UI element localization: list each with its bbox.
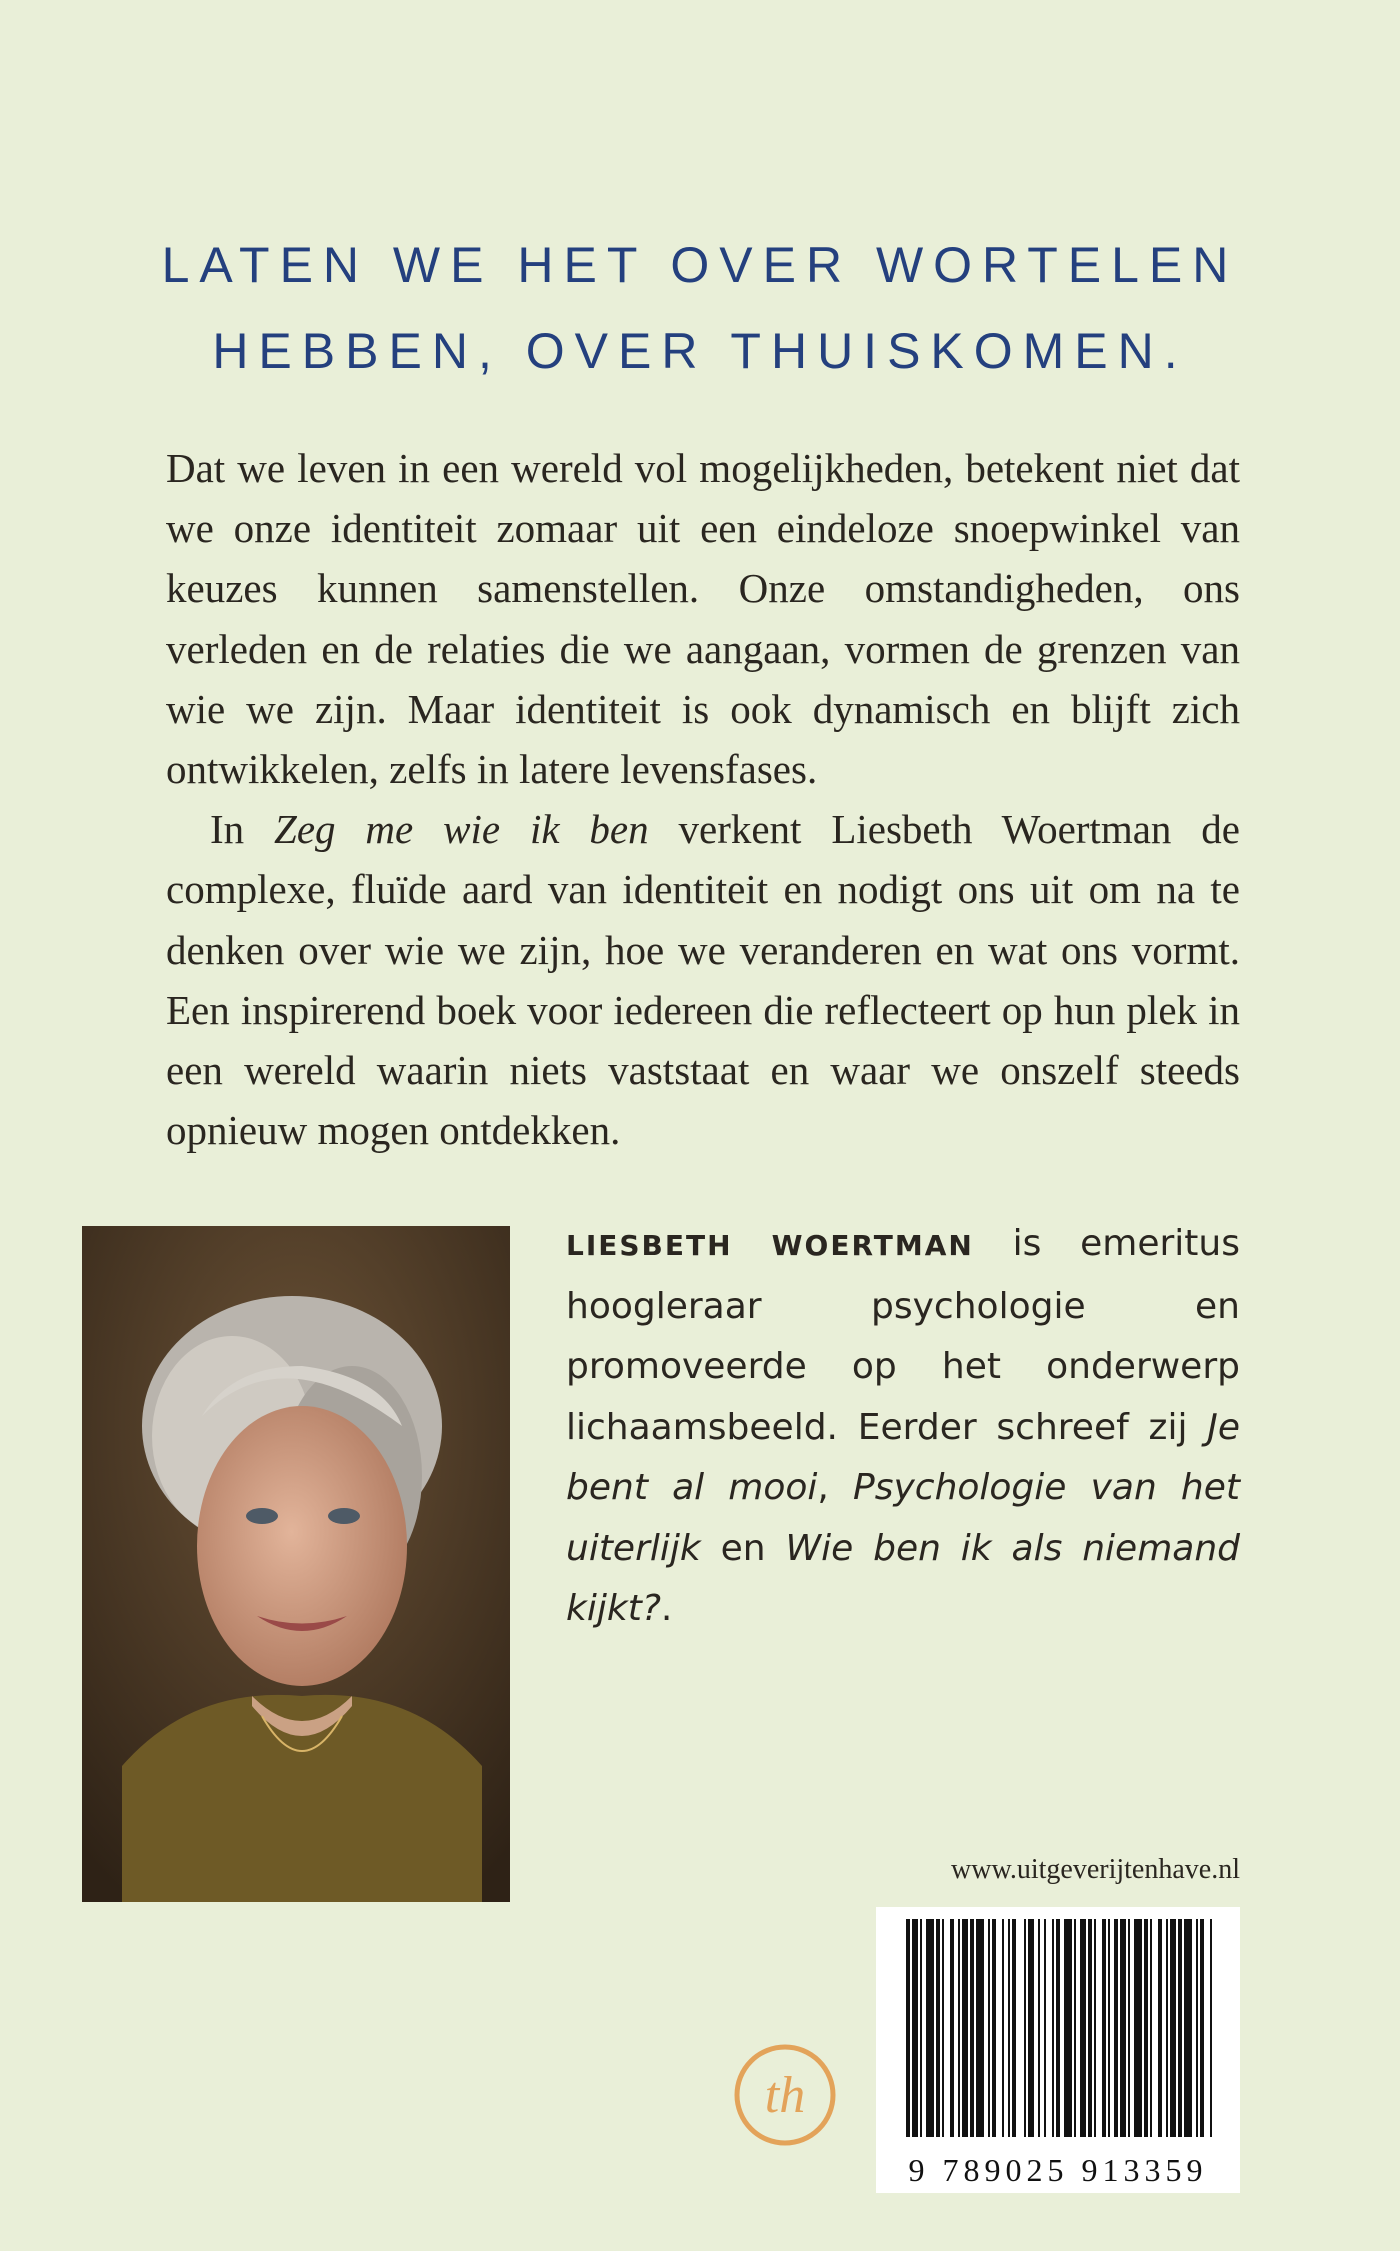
bio-text: is emeritus hoogleraar psychologie en promoveerde op het onderwerp lichaamsbeeld. Eerder schreef zij — [566, 1223, 1240, 1448]
barcode-bar — [920, 1919, 922, 2137]
barcode-bar — [1064, 1919, 1072, 2137]
barcode-bar — [1184, 1919, 1192, 2137]
blurb-prefix: In — [210, 806, 275, 853]
bio-sep-2: en — [700, 1527, 786, 1569]
barcode-bar — [1178, 1919, 1182, 2137]
barcode — [876, 1907, 1240, 2193]
blurb-paragraph-2 — [166, 799, 1240, 1160]
barcode-bar — [988, 1919, 990, 2137]
barcode-bar — [1028, 1919, 1034, 2137]
bio-end: . — [660, 1588, 673, 1629]
bio-book-2: Psychologie van het uiterlijk — [566, 1467, 1240, 1569]
barcode-bar — [1012, 1919, 1016, 2137]
blurb — [166, 438, 1240, 1160]
tagline — [0, 222, 1400, 394]
barcode-bar — [912, 1919, 918, 2137]
barcode-bar — [1150, 1919, 1152, 2137]
barcode-bar — [1114, 1919, 1118, 2137]
barcode-bar — [1128, 1919, 1130, 2137]
barcode-bar — [1094, 1919, 1096, 2137]
barcode-bar — [1038, 1919, 1040, 2137]
logo-text: th — [764, 2067, 806, 2124]
blurb-rest: verkent Liesbeth Woertman de complexe, fluïde aard van identiteit en nodigt ons uit om na te denken over wie we zijn, hoe we veranderen en wat ons vormt. Een inspirerend boek voor iedereen die reflecteert op hun plek in een wereld waarin niets vaststaat en waar we onszelf steeds opnieuw mogen ontdekken. — [166, 806, 1240, 1154]
barcode-bar — [1210, 1919, 1212, 2137]
barcode-bars — [876, 1907, 1240, 2193]
publisher-logo — [730, 2040, 840, 2150]
barcode-bar — [936, 1919, 940, 2137]
barcode-bar — [1008, 1919, 1010, 2137]
barcode-bar — [1024, 1919, 1026, 2137]
author-name: LIESBETH WOERTMAN — [566, 1229, 974, 1262]
barcode-bar — [992, 1919, 996, 2137]
author-photo — [82, 1226, 510, 1902]
barcode-bar — [1158, 1919, 1162, 2137]
author-portrait-image — [82, 1226, 510, 1902]
barcode-bar — [1044, 1919, 1046, 2137]
barcode-bar — [1144, 1919, 1148, 2137]
barcode-bar — [926, 1919, 934, 2137]
barcode-bar — [1166, 1919, 1168, 2137]
tagline-line-2: HEBBEN, OVER THUISKOMEN. — [212, 323, 1188, 379]
publisher-logo-icon — [730, 2040, 840, 2150]
barcode-bar — [1120, 1919, 1126, 2137]
barcode-bar — [976, 1919, 984, 2137]
bio-sep-1: , — [817, 1467, 853, 1508]
tagline-line-1: LATEN WE HET OVER WORTELEN — [161, 237, 1239, 293]
barcode-bar — [1108, 1919, 1110, 2137]
barcode-bar — [1080, 1919, 1086, 2137]
barcode-bar — [1200, 1919, 1204, 2137]
bio-book-1: Je bent al mooi — [566, 1406, 1240, 1508]
barcode-bar — [1102, 1919, 1106, 2137]
barcode-bar — [1074, 1919, 1076, 2137]
barcode-bar — [1052, 1919, 1054, 2137]
barcode-bar — [942, 1919, 944, 2137]
barcode-bar — [1196, 1919, 1198, 2137]
isbn-number: 9 789025 913359 — [908, 2152, 1208, 2188]
bio-book-3: Wie ben ik als niemand kijkt? — [566, 1527, 1240, 1629]
barcode-bar — [1088, 1919, 1092, 2137]
barcode-bar — [1056, 1919, 1060, 2137]
blurb-paragraph-1: Dat we leven in een wereld vol mogelijkheden, betekent niet dat we onze identiteit zomaar uit een eindeloze snoepwinkel van keuzes kunnen samenstellen. Onze omstandigheden, ons verleden en de relaties die we aangaan, vormen de grenzen van wie we zijn. Maar identiteit is ook dynamisch en blijft zich ontwikkelen, zelfs in latere levensfases. — [166, 445, 1240, 793]
barcode-bar — [958, 1919, 960, 2137]
barcode-bar — [970, 1919, 974, 2137]
barcode-bar — [1134, 1919, 1142, 2137]
barcode-bar — [962, 1919, 968, 2137]
barcode-bar — [1002, 1919, 1004, 2137]
barcode-bar — [950, 1919, 954, 2137]
book-title: Zeg me wie ik ben — [274, 806, 649, 853]
barcode-bar — [906, 1919, 910, 2137]
publisher-website: www.uitgeverijtenhave.nl — [951, 1854, 1240, 1885]
barcode-bar — [1170, 1919, 1176, 2137]
author-bio — [566, 1214, 1240, 1640]
